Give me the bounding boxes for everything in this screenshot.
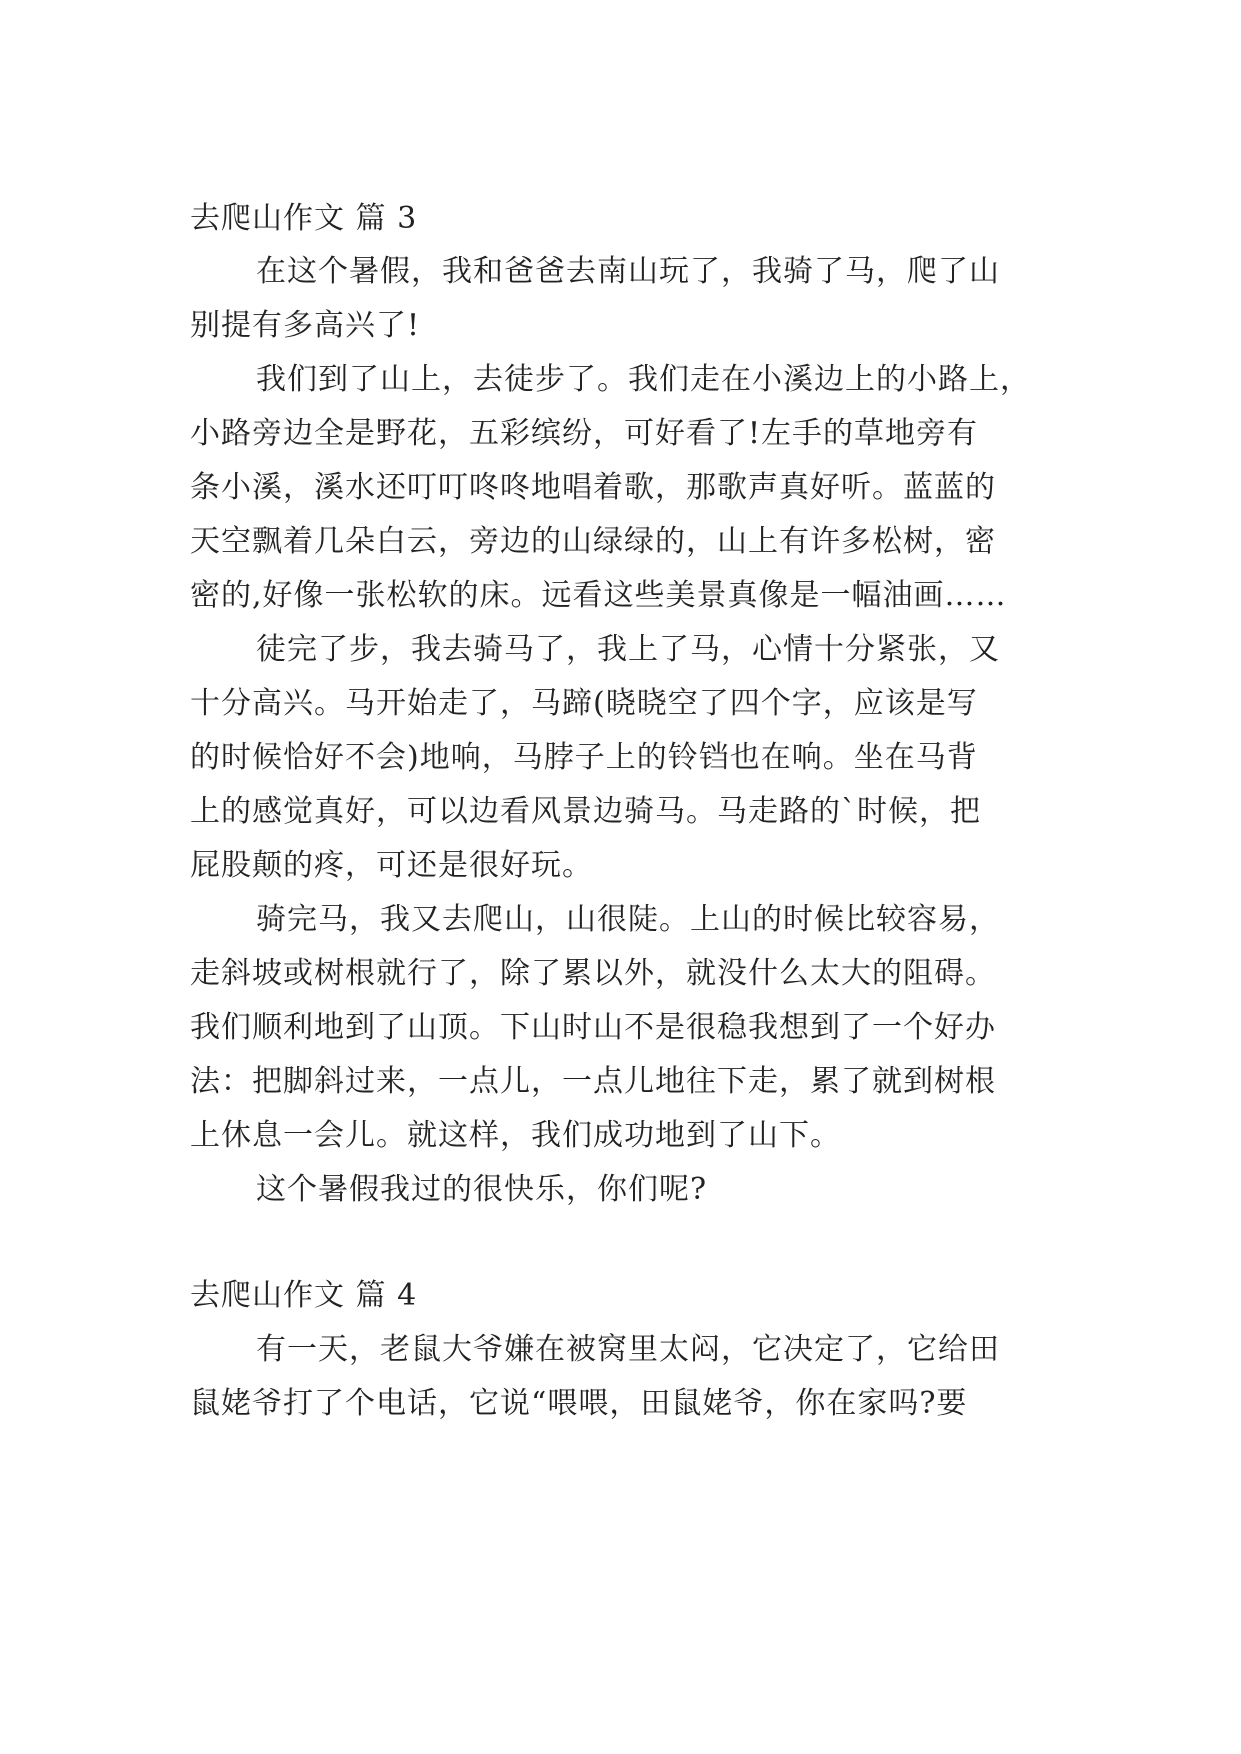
paragraph-line: 这个暑假我过的很快乐，你们呢? [256, 1172, 708, 1207]
paragraph-line: 鼠姥爷打了个电话，它说“喂喂，田鼠姥爷，你在家吗?要 [190, 1386, 968, 1421]
paragraph-line: 我们顺利地到了山顶。下山时山不是很稳我想到了一个好办 [190, 1010, 996, 1045]
paragraph-line: 别提有多高兴了! [190, 308, 421, 343]
section-3-title: 去爬山作文 篇 3 [190, 201, 418, 236]
paragraph-line: 我们到了山上，去徒步了。我们走在小溪边上的小路上， [256, 362, 1031, 397]
paragraph-line: 在这个暑假，我和爸爸去南山玩了，我骑了马，爬了山 [256, 254, 1000, 289]
paragraph-line: 十分高兴。马开始走了，马蹄(晓晓空了四个字，应该是写 [190, 686, 978, 721]
paragraph-line: 上休息一会儿。就这样，我们成功地到了山下。 [190, 1118, 841, 1153]
paragraph-line: 骑完马，我又去爬山，山很陡。上山的时候比较容易， [256, 902, 1000, 937]
paragraph-line: 徒完了步，我去骑马了，我上了马，心情十分紧张，又 [256, 632, 1000, 667]
paragraph-line: 条小溪，溪水还叮叮咚咚地唱着歌，那歌声真好听。蓝蓝的 [190, 470, 996, 505]
paragraph-line: 的时候恰好不会)地响，马脖子上的铃铛也在响。坐在马背 [190, 740, 978, 775]
paragraph-line: 密的,好像一张松软的床。远看这些美景真像是一幅油画…… [190, 578, 1007, 613]
paragraph-line: 有一天，老鼠大爷嫌在被窝里太闷，它决定了，它给田 [256, 1332, 1000, 1367]
paragraph-line: 小路旁边全是野花，五彩缤纷，可好看了!左手的草地旁有 [190, 416, 979, 451]
section-4-title: 去爬山作文 篇 4 [190, 1278, 418, 1313]
paragraph-line: 天空飘着几朵白云，旁边的山绿绿的，山上有许多松树，密 [190, 524, 996, 559]
paragraph-line: 法：把脚斜过来，一点儿，一点儿地往下走，累了就到树根 [190, 1064, 996, 1099]
paragraph-line: 上的感觉真好，可以边看风景边骑马。马走路的`时候，把 [190, 794, 981, 829]
paragraph-line: 屁股颠的疼，可还是很好玩。 [190, 848, 593, 883]
paragraph-line: 走斜坡或树根就行了，除了累以外，就没什么太大的阻碍。 [190, 956, 996, 991]
